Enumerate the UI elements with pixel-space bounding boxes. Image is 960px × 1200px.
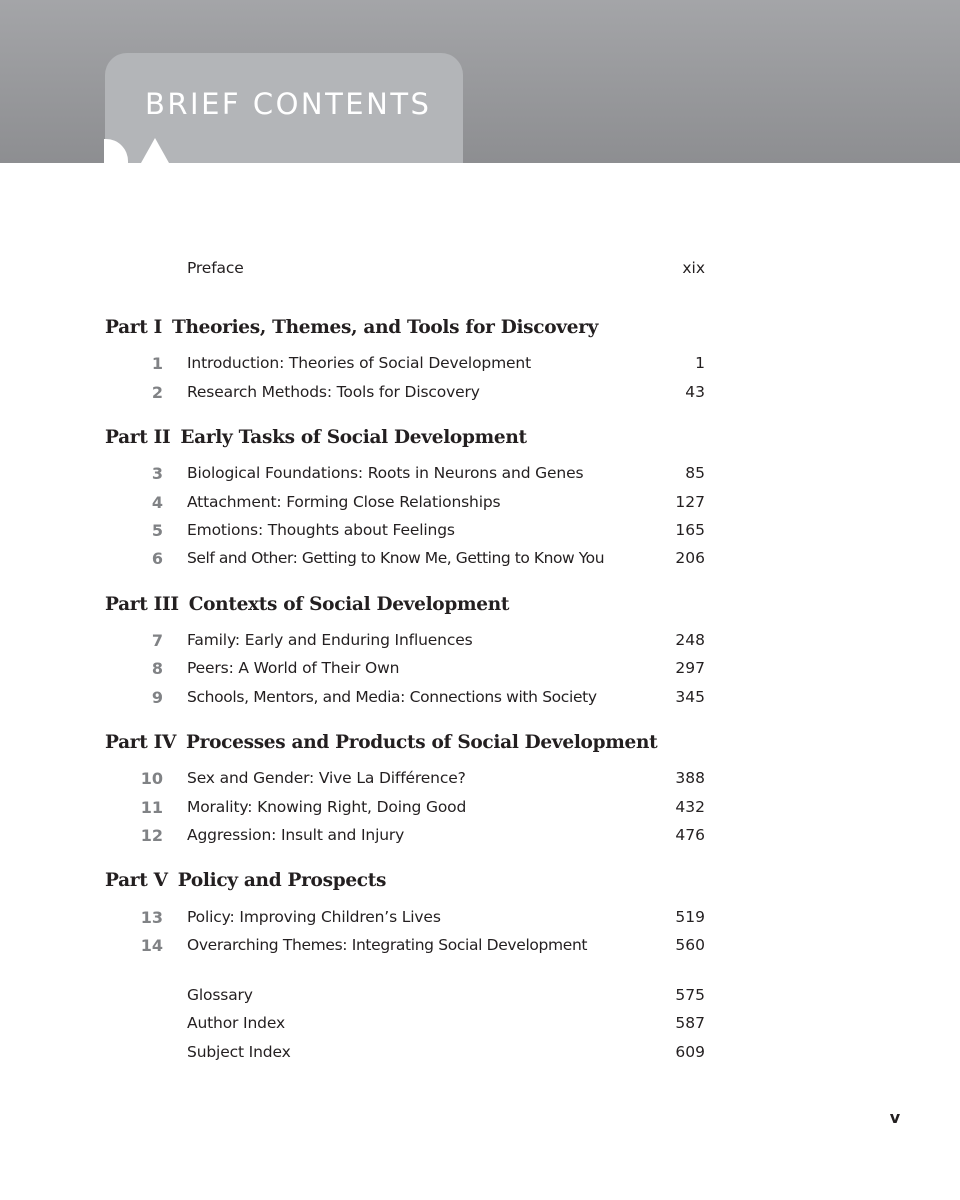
chapter-page: 297: [675, 659, 705, 677]
part-title: Policy and Prospects: [177, 870, 387, 891]
part-label: Part I: [105, 317, 162, 338]
part-heading: [105, 732, 657, 753]
chapter-number: 1: [151, 354, 163, 373]
chapter-number: 14: [140, 936, 163, 955]
chapter-title: Research Methods: Tools for Discovery: [187, 383, 480, 401]
part-title: Theories, Themes, and Tools for Discovery: [172, 317, 599, 338]
page-title: BRIEF CONTENTS: [145, 87, 432, 121]
toc-entry-author-index: [0, 1012, 960, 1040]
part-label: Part V: [105, 870, 168, 891]
chapter-title: Self and Other: Getting to Know Me, Getting to Know You: [187, 549, 605, 567]
chapter-number: 12: [140, 826, 163, 845]
entry-title: Glossary: [187, 986, 253, 1004]
part-heading: [105, 870, 386, 891]
chapter-title: Biological Foundations: Roots in Neurons and Genes: [187, 464, 584, 482]
chapter-title: Family: Early and Enduring Influences: [187, 631, 473, 649]
chapter-number: 4: [151, 493, 163, 512]
toc-entry-subject-index: [0, 1041, 960, 1069]
chapter-title: Policy: Improving Children’s Lives: [187, 908, 441, 926]
toc-entry-glossary: [0, 984, 960, 1012]
entry-page: 575: [675, 986, 705, 1004]
chapter-page: 345: [675, 688, 705, 706]
toc-entry-chapter: [0, 824, 960, 852]
chapter-page: 388: [675, 769, 705, 787]
chapter-title: Aggression: Insult and Injury: [187, 826, 405, 844]
chapter-title: Attachment: Forming Close Relationships: [187, 493, 501, 511]
chapter-number: 3: [151, 464, 163, 483]
chapter-page: 85: [685, 464, 705, 482]
chapter-title: Schools, Mentors, and Media: Connections with Society: [187, 688, 597, 706]
toc-entry-chapter: [0, 462, 960, 490]
part-label: Part III: [105, 594, 179, 615]
entry-page: 587: [675, 1014, 705, 1032]
chapter-number: 6: [151, 549, 163, 568]
entry-title: Preface: [187, 259, 244, 277]
toc-entry-chapter: [0, 934, 960, 962]
chapter-title: Emotions: Thoughts about Feelings: [187, 521, 455, 539]
chapter-number: 10: [140, 769, 163, 788]
chapter-page: 519: [675, 908, 705, 926]
chapter-number: 11: [140, 798, 163, 817]
chapter-title: Overarching Themes: Integrating Social Development: [187, 936, 588, 954]
toc-entry-chapter: [0, 629, 960, 657]
chapter-title: Sex and Gender: Vive La Différence?: [187, 769, 466, 787]
part-title: Early Tasks of Social Development: [180, 427, 527, 448]
chapter-page: 43: [685, 383, 705, 401]
part-title: Processes and Products of Social Development: [186, 732, 658, 753]
toc-entry-chapter: [0, 767, 960, 795]
entry-title: Subject Index: [187, 1043, 291, 1061]
chapter-page: 165: [675, 521, 705, 539]
part-heading: [105, 427, 527, 448]
chapter-title: Introduction: Theories of Social Development: [187, 354, 532, 372]
chapter-title: Morality: Knowing Right, Doing Good: [187, 798, 467, 816]
toc-entry-chapter: [0, 381, 960, 409]
chapter-page: 248: [675, 631, 705, 649]
chapter-number: 5: [151, 521, 163, 540]
chapter-page: 1: [695, 354, 705, 372]
entry-page: 609: [675, 1043, 705, 1061]
toc-entry-chapter: [0, 906, 960, 934]
part-label: Part II: [105, 427, 171, 448]
chapter-number: 9: [151, 688, 163, 707]
page-number: v: [889, 1108, 901, 1127]
toc-entry-preface: [0, 257, 960, 285]
part-label: Part IV: [105, 732, 177, 753]
toc-entry-chapter: [0, 352, 960, 380]
part-heading: [105, 594, 509, 615]
chapter-page: 127: [675, 493, 705, 511]
toc-entry-chapter: [0, 547, 960, 575]
entry-title: Author Index: [187, 1014, 285, 1032]
tab-pointer: [141, 138, 169, 163]
chapter-number: 8: [151, 659, 163, 678]
chapter-number: 2: [151, 383, 163, 402]
toc-entry-chapter: [0, 796, 960, 824]
chapter-number: 7: [151, 631, 163, 650]
chapter-number: 13: [140, 908, 163, 927]
toc-entry-chapter: [0, 657, 960, 685]
chapter-page: 560: [675, 936, 705, 954]
toc-entry-chapter: [0, 491, 960, 519]
part-heading: [105, 317, 598, 338]
chapter-title: Peers: A World of Their Own: [187, 659, 400, 677]
part-title: Contexts of Social Development: [188, 594, 510, 615]
entry-page: xix: [682, 259, 705, 277]
chapter-page: 432: [675, 798, 705, 816]
chapter-page: 476: [675, 826, 705, 844]
toc-entry-chapter: [0, 686, 960, 714]
toc-entry-chapter: [0, 519, 960, 547]
chapter-page: 206: [675, 549, 705, 567]
